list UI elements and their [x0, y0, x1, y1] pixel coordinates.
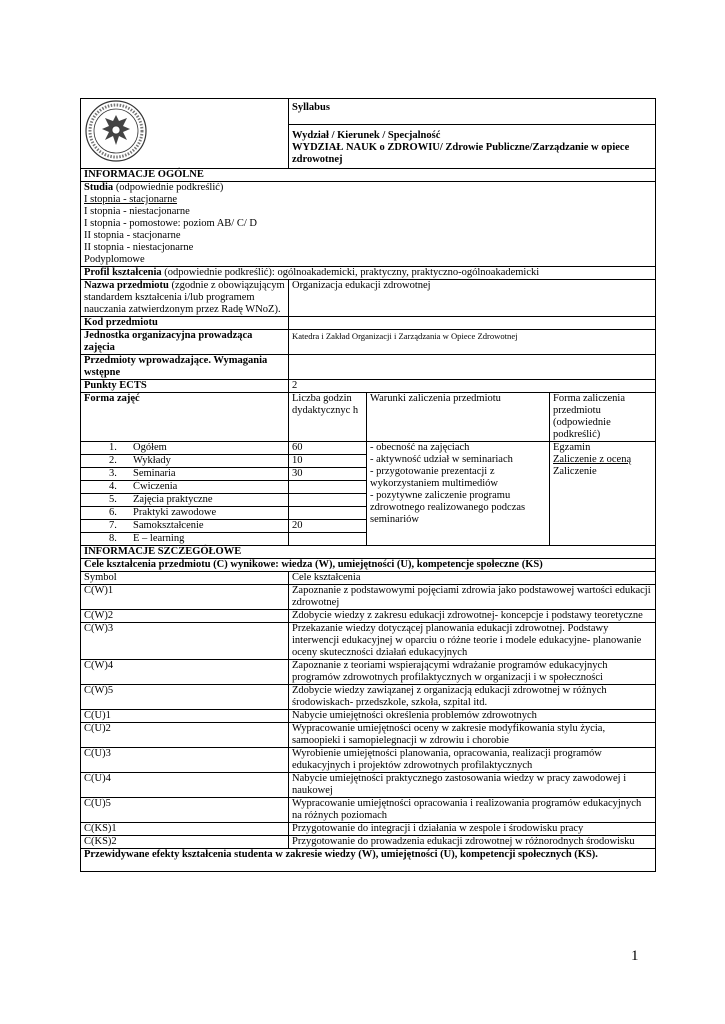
syllabus-document — [80, 98, 655, 872]
goal-symbol: C(U)4 — [81, 773, 289, 798]
warunki-label: Warunki zaliczenia przedmiotu — [367, 393, 550, 442]
profil-label: Profil kształcenia — [84, 267, 162, 278]
goal-symbol: C(W)2 — [81, 610, 289, 623]
ects-label: Punkty ECTS — [81, 380, 289, 393]
form-name: Ćwiczenia — [133, 481, 178, 492]
form-hours: 20 — [289, 520, 367, 533]
form-name: E – learning — [133, 533, 185, 544]
kod-label: Kod przedmiotu — [81, 317, 289, 330]
general-info-title: INFORMACJE OGÓLNE — [81, 169, 656, 182]
form-row — [81, 520, 289, 533]
goal-text: Zapoznanie z teoriami wspierającymi wdrażanie programów edukacyjnych programów zdrowotnych profilaktycznych w organizacji i w społeczności — [289, 660, 656, 685]
form-hours — [289, 507, 367, 520]
forma-zal-label: Forma zaliczenia przedmiotu (odpowiednie podkreślić) — [550, 393, 656, 442]
warunki-item: - aktywność udział w seminariach — [370, 454, 513, 465]
faculty-value: WYDZIAŁ NAUK o ZDROWIU/ Zdrowie Publiczne/Zarządzanie w opiece zdrowotnej — [292, 142, 630, 165]
goal-text: Nabycie umiejętności określenia problemów zdrowotnych — [289, 710, 656, 723]
goal-text: Zdobycie wiedzy zawiązanej z organizacją edukacji zdrowotnej w różnych środowiskach- przedszkole, szkoła, szpital itd. — [289, 685, 656, 710]
forma-label: Forma zajęć — [81, 393, 289, 442]
goal-symbol: C(U)2 — [81, 723, 289, 748]
form-hours: 30 — [289, 468, 367, 481]
goal-text: Wypracowanie umiejętności opracowania i realizowania programów edukacyjnych na różnych poziomach — [289, 798, 656, 823]
university-seal-icon — [83, 99, 149, 163]
studia-option: I stopnia - pomostowe: poziom AB/ C/ D — [84, 218, 257, 229]
goal-symbol: C(KS)2 — [81, 836, 289, 849]
forma-zal-item: Egzamin — [553, 442, 591, 453]
goal-symbol: C(W)1 — [81, 585, 289, 610]
form-name: Samokształcenie — [133, 520, 204, 531]
form-name: Seminaria — [133, 468, 176, 479]
syllabus-table — [80, 98, 656, 872]
studia-label: Studia — [84, 182, 114, 193]
cele-header: Cele kształcenia — [289, 572, 656, 585]
studia-option: Podyplomowe — [84, 254, 145, 265]
cele-title: Cele kształcenia przedmiotu (C) wynikowe: wiedza (W), umiejętności (U), kompetencje społeczne (KS) — [81, 559, 656, 572]
warunki-cell — [367, 442, 550, 546]
goal-symbol: C(W)5 — [81, 685, 289, 710]
goal-symbol: C(KS)1 — [81, 823, 289, 836]
warunki-item: - przygotowanie prezentacji z wykorzystaniem multimediów — [370, 466, 499, 489]
goal-symbol: C(U)5 — [81, 798, 289, 823]
nazwa-label: Nazwa przedmiotu — [84, 280, 169, 291]
przedmioty-label: Przedmioty wprowadzające. Wymagania wstępne — [81, 355, 289, 380]
form-hours — [289, 481, 367, 494]
form-hours: 10 — [289, 455, 367, 468]
studia-hint: (odpowiednie podkreślić) — [113, 182, 224, 193]
form-name: Ogółem — [133, 442, 167, 453]
warunki-item: - pozytywne zaliczenie programu zdrowotnego realizowanego podczas seminariów — [370, 490, 526, 525]
form-row — [81, 468, 289, 481]
goal-symbol: C(U)3 — [81, 748, 289, 773]
form-num: 2. — [109, 455, 117, 466]
form-row — [81, 455, 289, 468]
goal-text: Nabycie umiejętności praktycznego zastosowania wiedzy w pracy zawodowej i naukowej — [289, 773, 656, 798]
form-hours — [289, 533, 367, 546]
profil-cell — [81, 267, 656, 280]
form-num: 3. — [109, 468, 117, 479]
goal-text: Zdobycie wiedzy z zakresu edukacji zdrowotnej- koncepcje i podstawy teoretyczne — [289, 610, 656, 623]
goal-symbol: C(U)1 — [81, 710, 289, 723]
nazwa-value: Organizacja edukacji zdrowotnej — [289, 280, 656, 317]
page-number: 1 — [631, 948, 639, 964]
effects-title: Przewidywane efekty kształcenia studenta w zakresie wiedzy (W), umiejętności (U), kompetencji społecznych (KS). — [81, 849, 656, 872]
form-hours — [289, 494, 367, 507]
studia-option: II stopnia - stacjonarne — [84, 230, 181, 241]
form-num: 7. — [109, 520, 117, 531]
form-row — [81, 507, 289, 520]
symbol-header: Symbol — [81, 572, 289, 585]
goal-symbol: C(W)4 — [81, 660, 289, 685]
goal-text: Przygotowanie do prowadzenia edukacji zdrowotnej w różnorodnych środowisku — [289, 836, 656, 849]
kod-value — [289, 317, 656, 330]
profil-values: : ogólnoakademicki, praktyczny, praktyczno-ogólnoakademicki — [271, 267, 540, 278]
goal-text: Wypracowanie umiejętności oceny w zakresie modyfikowania stylu życia, samoopieki i samopielegnacji w zdrowiu i chorobie — [289, 723, 656, 748]
ects-value: 2 — [289, 380, 656, 393]
form-num: 5. — [109, 494, 117, 505]
form-num: 1. — [109, 442, 117, 453]
profil-hint: (odpowiednie podkreślić) — [161, 267, 272, 278]
form-row — [81, 494, 289, 507]
nazwa-hint: (zgodnie z obowiązującym standardem kształcenia i/lub programem nauczania zatwierdzonym przez Radę WNoZ). — [84, 280, 285, 315]
form-row — [81, 481, 289, 494]
forma-zal-item: Zaliczenie — [553, 466, 597, 477]
jednostka-value: Katedra i Zakład Organizacji i Zarządzania w Opiece Zdrowotnej — [289, 330, 656, 355]
goal-text: Wyrobienie umiejętności planowania, opracowania, realizacji programów edukacyjnych i projektów zdrowotnych profilaktycznych — [289, 748, 656, 773]
forma-zal-cell — [550, 442, 656, 546]
goal-symbol: C(W)3 — [81, 623, 289, 660]
studia-option: I stopnia - niestacjonarne — [84, 206, 190, 217]
form-name: Praktyki zawodowe — [133, 507, 217, 518]
form-num: 8. — [109, 533, 117, 544]
faculty-cell — [289, 125, 656, 169]
przedmioty-value — [289, 355, 656, 380]
faculty-label: Wydział / Kierunek / Specjalność — [292, 130, 441, 141]
goal-text: Przekazanie wiedzy dotyczącej planowania edukacji zdrowotnej. Podstawy interwencji edukacyjnej w oparciu o różne teorie i modele edukacyjne- planowanie oceny skuteczności działań edukacyjnych — [289, 623, 656, 660]
form-name: Zajęcia praktyczne — [133, 494, 213, 505]
form-num: 6. — [109, 507, 117, 518]
forma-zal-item: Zaliczenie z oceną — [553, 454, 632, 465]
warunki-item: - obecność na zajęciach — [370, 442, 470, 453]
studia-cell — [81, 182, 656, 267]
form-num: 4. — [109, 481, 117, 492]
liczba-label: Liczba godzin dydaktycznyc h — [289, 393, 367, 442]
studia-option: I stopnia - stacjonarne — [84, 194, 178, 205]
details-title: INFORMACJE SZCZEGÓŁOWE — [81, 546, 656, 559]
syllabus-title: Syllabus — [289, 99, 656, 125]
logo-cell — [81, 99, 289, 169]
form-name: Wykłady — [133, 455, 171, 466]
goal-text: Przygotowanie do integracji i działania w zespole i środowisku pracy — [289, 823, 656, 836]
form-row — [81, 533, 289, 546]
jednostka-label: Jednostka organizacyjna prowadząca zajęcia — [81, 330, 289, 355]
goal-text: Zapoznanie z podstawowymi pojęciami zdrowia jako podstawowej wartości edukacji zdrowotnej — [289, 585, 656, 610]
nazwa-label-cell — [81, 280, 289, 317]
studia-option: II stopnia - niestacjonarne — [84, 242, 194, 253]
form-hours: 60 — [289, 442, 367, 455]
form-row — [81, 442, 289, 455]
